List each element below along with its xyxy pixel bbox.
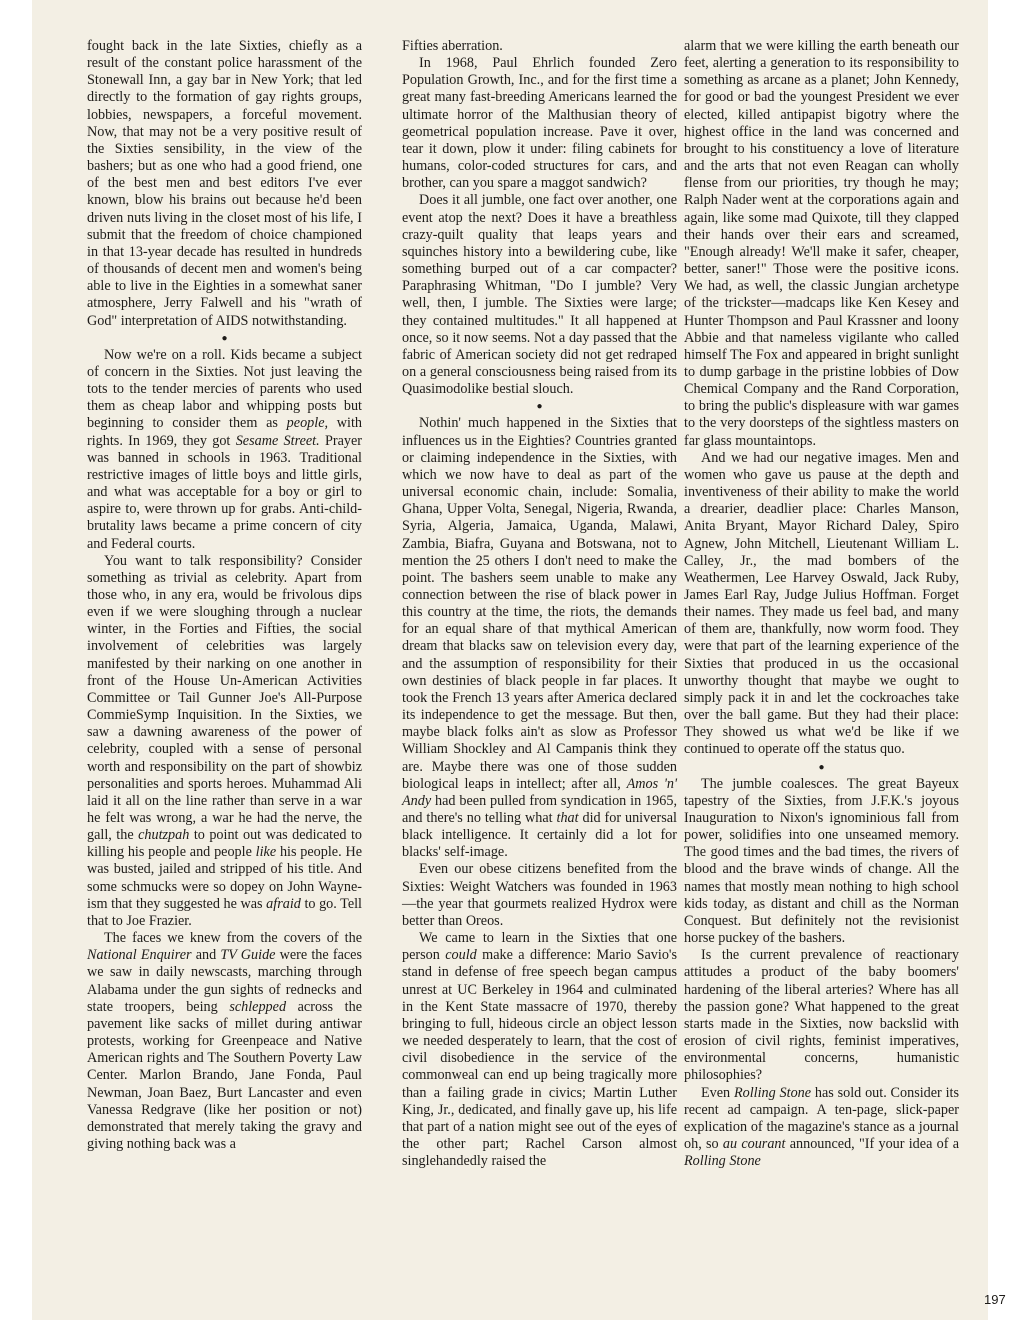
paragraph: The faces we knew from the covers of the National Enquirer and TV Guide were the faces we saw in daily newscasts, marching through Alabama under the gun sights of rednecks and state troopers, being schlepped across the pavement like sacks of millet during antiwar protests, working for Greenpeace and Native American rights and The Southern Poverty Law Center. Marlon Brando, Jane Fonda, Paul Newman, Joan Baez, Burt Lancaster and even Vanessa Redgrave (like her position or not) demonstrated that merely taking the gravy and giving nothing back was a xyxy=(87,930,362,1152)
paragraph: In 1968, Paul Ehrlich founded Zero Population Growth, Inc., and for the first time a great many fast-breeding Americans learned the ultimate horror of the Malthusian theory of geometrical population increase. Pave it over, tear it down, plow it under: filing cabinets for humans, color-coded structures for cars, and brother, can you spare a maggot sandwich? xyxy=(402,55,677,192)
paragraph: Fifties aberration. xyxy=(402,38,503,54)
text-column-1 xyxy=(87,38,362,1153)
paragraph: The jumble coalesces. The great Bayeux tapestry of the Sixties, from J.F.K.'s joyous Inauguration to Nixon's ignominious fall from power, solidifies into one unseamed memory. The good times and the bad times, the rivers of blood and the brave winds of change. All the names that mostly mean nothing to high school kids today, as distant and chill as the Norman Conquest. But definitely not the revisionist horse puckey of the bashers. xyxy=(684,775,959,947)
magazine-page xyxy=(32,0,1006,1320)
paragraph: Does it all jumble, one fact over another, one event atop the next? Does it have a breathless crazy-quilt quality that leaps years and squinches history into a bewildering cube, like something burped out of a car compacter? Paraphrasing Whitman, "Do I jumble? Very well, then, I jumble. The Sixties were large; they contained multitudes." It all happened at once, so it now seems. Not a day passed that the fabric of American society did not get redraped on a general consciousness being raised from its Quasimodolike bestial slouch. xyxy=(402,192,677,398)
paragraph: You want to talk responsibility? Consider something as trivial as celebrity. Apart from those who, in any era, would be frivolous dips even if we were sloughing through a nuclear winter, in the Forties and Fifties, the social involvement of celebrities was largely manifested by their narking on one another in front of the House Un-American Activities Committee or Tail Gunner Joe's All-Purpose CommieSymp Inquisition. In the Sixties, we saw a dawning awareness of the power of celebrity, coupled with a sense of personal worth and responsibility on the part of showbiz personalities and sports heroes. Muhammad Ali laid it all on the line rather than serve in a war he felt was wrong, a war he had the nerve, the gall, the chutzpah to point out was dedicated to killing his people and people like his people. He was busted, jailed and stripped of his title. And some schmucks were so dopey on John Wayne-ism that they suggested he was afraid to go. Tell that to Joe Frazier. xyxy=(87,552,363,929)
paragraph: Even Rolling Stone has sold out. Consider its recent ad campaign. A ten-page, slick-paper explication of the magazine's stance as a journal oh, so au courant announced, "If your idea of a Rolling Stone xyxy=(684,1084,960,1170)
paragraph: Is the current prevalence of reactionary attitudes a product of the baby boomers' hardening of the liberal arteries? Where has all the passion gone? What happened to the great starts made in the Sixties, now backslid with erosion of civil rights, feminist imperatives, environmental concerns, humanistic philosophies? xyxy=(684,947,959,1084)
section-separator-bullet: ● xyxy=(221,332,228,344)
paragraph: alarm that we were killing the earth beneath our feet, alerting a generation to its responsibility to something as arcane as a planet; John Kennedy, for good or bad the youngest President we ever elected, killed antipapist bigotry where the highest office in the land was concerned and brought to his constituency a love of literature and the arts that not even Reagan can wholly flense from our priorities, try though he may; Ralph Nader went at the corporations again and again, like some mad Quixote, till they clapped their hands over their ears and screamed, "Enough already! We'll make it safer, cheaper, better, saner!" Those were the positive icons. We had, as well, the classic Jungian archetype of the trickster—madcaps like Ken Kesey and Hunter Thompson and Paul Krassner and loony Abbie and that nameless vigilante who called himself The Fox and appeared in bright sunlight to dump garbage in the pristine lobbies of Dow Chemical Company and the Rand Corporation, to bring the public's displeasure with war games to the very doorsteps of the sightless masters on far glass mountaintops. xyxy=(684,38,959,449)
section-separator-bullet: ● xyxy=(536,401,543,413)
text-column-3 xyxy=(684,38,959,1170)
paragraph: Even our obese citizens benefited from the Sixties: Weight Watchers was founded in 1963—the year that gourmets realized Hydrox were better than Oreos. xyxy=(402,861,677,929)
page-number: 197 xyxy=(984,1292,1006,1307)
section-separator-bullet: ● xyxy=(818,761,825,773)
paragraph: Nothin' much happened in the Sixties that influences us in the Eighties? Countries granted or claiming independence in the Sixties, with which we now have to deal as part of the universal economic chain, include: Somalia, Ghana, Upper Volta, Senegal, Nigeria, Rwanda, Syria, Algeria, Jamaica, Uganda, Malawi, Zambia, Biafra, Guyana and Botswana, not to mention the 25 others I don't need to make the point. The bashers seem unable to make any connection between the rise of black power in this country at the time, the riots, the demands for an equal share of that mythical American dream that blacks saw on television every day, and the assumption of responsibility for their own destinies of black people in far places. It took the French 13 years after America declared its independence to get the message. But then, maybe black folks ain't as slow as Professor William Shockley and Al Campanis think they are. Maybe there was one of those sudden biological leaps in intellect; after all, Amos 'n' Andy had been pulled from syndication in 1965, and there's no telling what that did for universal black intelligence. It certainly did a lot for blacks' self-image. xyxy=(402,415,677,861)
paragraph: Now we're on a roll. Kids became a subject of concern in the Sixties. Not just leaving the tots to the tender mercies of parents who used them as cheap labor and whipping posts but beginning to consider them as people, with rights. In 1969, they got Sesame Street. Prayer was banned in schools in 1963. Traditional restrictive images of little boys and little girls, and what was acceptable for a boy or girl to aspire to, were thrown up for grabs. Anti-child-brutality laws became a prime concern of city and Federal courts. xyxy=(87,346,362,552)
paragraph: fought back in the late Sixties, chiefly as a result of the constant police harassment of the Stonewall Inn, a gay bar in New York; that led directly to the formation of gay rights groups, lobbies, newspapers, a forceful movement. Now, that may not be a very positive result of the Sixties sensibility, in the view of the bashers; but as one who had a good friend, one of the best men and best editors I've ever known, blow his brains out because he'd been driven nuts living in the closet most of his life, I submit that the freedom of choice championed in that 13-year decade has resulted in hundreds of thousands of decent men and women's being able to live in the Eighties in a somewhat saner atmosphere, Jerry Falwell and his "wrath of God" interpretation of AIDS notwithstanding. xyxy=(87,38,362,329)
paragraph: We came to learn in the Sixties that one person could make a difference: Mario Savio's stand in defense of free speech began campus unrest at UC Berkeley in 1964 and culminated in the Kent State massacre of 1970, thereby bringing to full, hideous circle an object lesson we needed desperately to learn, that the cost of civil disobedience in the service of the commonweal can end up being tragically more than a failing grade in civics; Martin Luther King, Jr., dedicated, and finally gave up, his life that part of a nation might see out of the eyes of the other part; Rachel Carson almost singlehandedly raised the xyxy=(402,930,678,1170)
paragraph: And we had our negative images. Men and women who gave us pause at the depth and inventiveness of their ability to make the world a drearier, deadlier place: Charles Manson, Anita Bryant, Mayor Richard Daley, Spiro Agnew, John Mitchell, Lieutenant William L. Calley, Jr., the mad bombers of the Weathermen, Lee Harvey Oswald, Jack Ruby, James Earl Ray, Judge Julius Hoffman. Forget their names. They made us feel bad, and many of them are, thankfully, now worm food. They were that part of the learning experience of the Sixties that produced in us the occasional unworthy thought that maybe we ought to simply pack it in and let the cockroaches take over the ball game. But they had their place: They showed us what we'd be like if we continued to operate off the status quo. xyxy=(684,449,959,758)
text-column-2 xyxy=(402,38,677,1170)
